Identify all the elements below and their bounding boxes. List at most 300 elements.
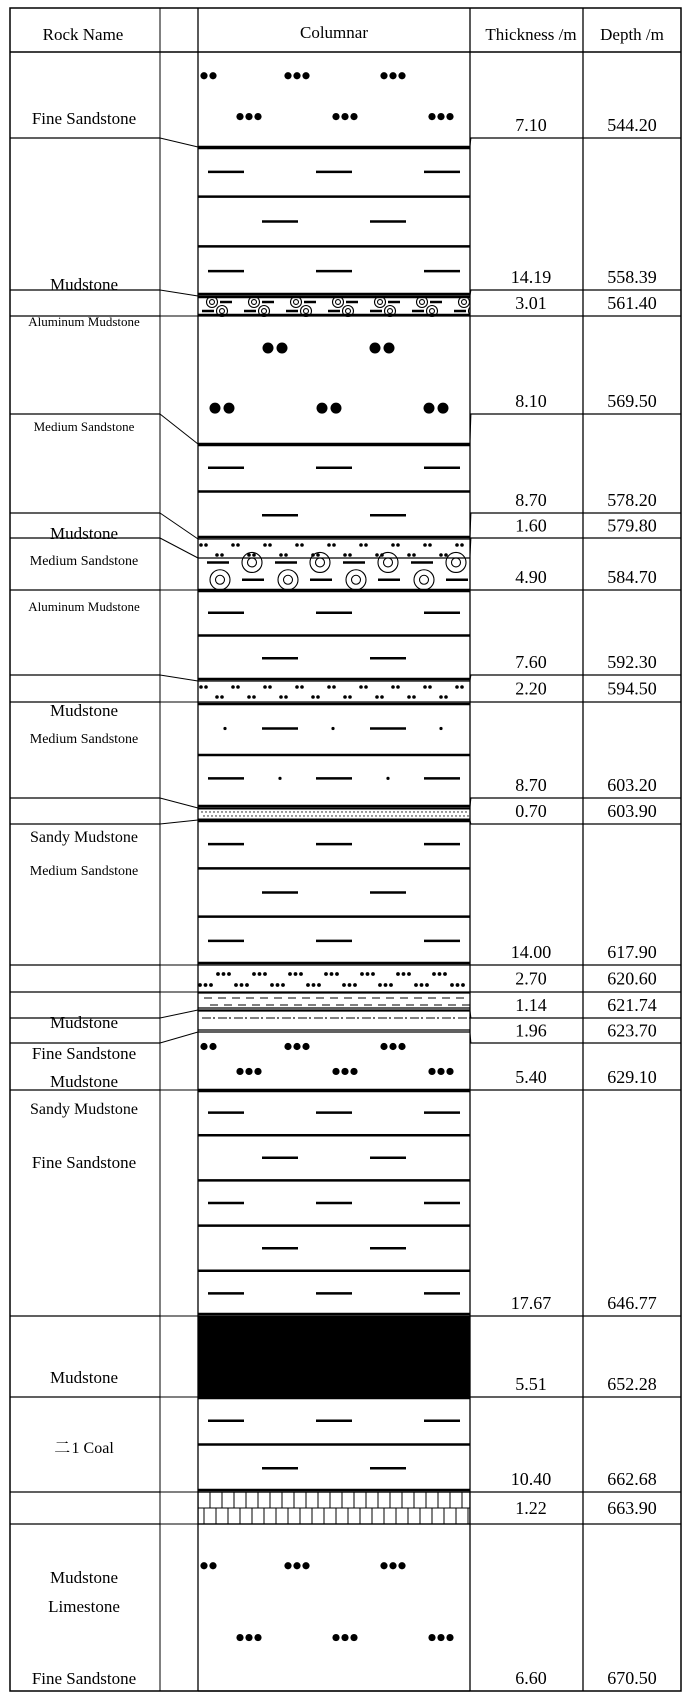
sand-dot xyxy=(384,983,388,987)
layer-rock-name: Mudstone xyxy=(50,1072,118,1091)
sand-dot xyxy=(348,553,352,557)
sand-dot xyxy=(263,815,264,816)
sand-dot xyxy=(307,815,308,816)
sand-dot xyxy=(389,811,390,812)
sand-dot xyxy=(360,972,364,976)
sand-dot xyxy=(373,1017,375,1019)
sand-dot xyxy=(331,727,334,730)
layer-depth: 646.77 xyxy=(607,1293,657,1313)
sand-dot xyxy=(297,811,298,812)
layer-thickness: 1.22 xyxy=(515,1498,547,1518)
sand-dot xyxy=(204,983,208,987)
sand-dot xyxy=(245,113,252,120)
sand-dot xyxy=(455,815,456,816)
sand-dot xyxy=(375,553,379,557)
sand-dot xyxy=(241,811,242,812)
sand-dot xyxy=(284,695,288,699)
connector-lines xyxy=(10,138,681,1691)
sand-dot xyxy=(398,72,405,79)
sand-dot xyxy=(303,815,304,816)
sand-dot xyxy=(438,972,442,976)
oolite-ring-inner xyxy=(294,300,299,305)
sand-dot xyxy=(407,972,411,976)
sand-dot xyxy=(245,983,249,987)
sand-dot xyxy=(198,983,202,987)
sand-dot xyxy=(459,815,460,816)
sand-dot xyxy=(363,815,364,816)
sand-dot xyxy=(435,815,436,816)
sand-dot xyxy=(389,72,396,79)
sand-dot xyxy=(357,1017,359,1019)
sand-dot xyxy=(287,815,288,816)
sand-dot xyxy=(428,113,435,120)
sand-dot xyxy=(412,553,416,557)
sand-dot xyxy=(439,815,440,816)
sand-dot xyxy=(385,811,386,812)
layer-rock-name: Medium Sandstone xyxy=(29,864,139,879)
sand-dot xyxy=(445,811,446,812)
sand-dot xyxy=(347,815,348,816)
sand-dot xyxy=(380,1043,387,1050)
layer-thickness: 10.40 xyxy=(510,1469,552,1489)
sand-dot xyxy=(273,811,274,812)
sand-dot xyxy=(335,815,336,816)
sand-dot xyxy=(277,1017,279,1019)
sand-dot xyxy=(371,972,375,976)
oolite-ring-inner xyxy=(216,575,225,584)
sand-dot xyxy=(271,815,272,816)
sand-dot xyxy=(451,815,452,816)
sand-dot xyxy=(311,815,312,816)
oolite-ring-inner xyxy=(284,575,293,584)
layer-thickness: 14.19 xyxy=(510,267,552,287)
sand-dot xyxy=(353,811,354,812)
sand-dot xyxy=(263,343,274,354)
sand-dot xyxy=(453,811,454,812)
sand-dot xyxy=(201,811,202,812)
sand-dot xyxy=(295,543,299,547)
sand-dot xyxy=(199,543,203,547)
layer-rock-name: Mudstone xyxy=(50,1368,118,1387)
sand-dot xyxy=(350,113,357,120)
sand-dot xyxy=(330,972,334,976)
sand-dot xyxy=(267,815,268,816)
sand-dot xyxy=(343,553,347,557)
sand-dot xyxy=(397,811,398,812)
sand-dot xyxy=(329,811,330,812)
row-connector xyxy=(160,138,198,147)
sand-dot xyxy=(455,543,459,547)
sand-dot xyxy=(359,543,363,547)
sand-dot xyxy=(277,811,278,812)
sand-dot xyxy=(380,695,384,699)
sand-dot xyxy=(439,695,443,699)
sand-dot xyxy=(205,811,206,812)
sand-dot xyxy=(239,815,240,816)
sand-dot xyxy=(332,543,336,547)
thin-sand-band xyxy=(198,809,470,819)
sand-dot xyxy=(231,543,235,547)
sand-dot xyxy=(437,1068,444,1075)
layer-depth: 662.68 xyxy=(607,1469,657,1489)
sand-dot xyxy=(245,1068,252,1075)
sand-dot xyxy=(200,1562,207,1569)
sand-dot xyxy=(254,1068,261,1075)
layer-rock-name: Fine Sandstone xyxy=(31,1044,137,1063)
sand-dot xyxy=(341,811,342,812)
sand-dot xyxy=(284,1562,291,1569)
sand-dot xyxy=(209,983,213,987)
sand-dot xyxy=(285,811,286,812)
sand-dot xyxy=(263,543,267,547)
sand-dot xyxy=(425,811,426,812)
table-border xyxy=(10,8,681,1691)
sand-dot xyxy=(315,815,316,816)
sand-dot xyxy=(324,972,328,976)
layer-rock-name: Fine Sandstone xyxy=(31,1153,137,1172)
sand-dot xyxy=(236,113,243,120)
layer-depth: 663.90 xyxy=(607,1498,657,1518)
sand-dot xyxy=(380,1562,387,1569)
sand-dot xyxy=(225,811,226,812)
sand-dot xyxy=(275,815,276,816)
sand-dot xyxy=(389,1562,396,1569)
oolite-ring-inner xyxy=(248,558,257,567)
layer-rock-name: Mudstone xyxy=(50,1013,118,1032)
sand-dot xyxy=(211,815,212,816)
sand-dot xyxy=(306,983,310,987)
sand-dot xyxy=(279,695,283,699)
row-connector xyxy=(160,290,198,296)
oolite-ring-inner xyxy=(352,575,361,584)
sand-dot xyxy=(327,685,331,689)
layer-thickness: 5.51 xyxy=(515,1374,547,1394)
sand-dot xyxy=(428,685,432,689)
sand-dot xyxy=(281,811,282,812)
sand-dot xyxy=(236,1068,243,1075)
sand-dot xyxy=(439,727,442,730)
sand-dot xyxy=(437,811,438,812)
sand-dot xyxy=(450,983,454,987)
sand-dot xyxy=(278,777,281,780)
sand-dot xyxy=(220,695,224,699)
sand-dot xyxy=(412,695,416,699)
sand-dot xyxy=(359,685,363,689)
sand-dot xyxy=(353,983,357,987)
oolite-ring xyxy=(278,570,298,590)
sand-dot xyxy=(203,815,204,816)
sand-dot xyxy=(254,113,261,120)
layer-rock-name: Mudstone xyxy=(50,275,118,294)
sand-dot xyxy=(243,815,244,816)
sand-dot xyxy=(249,811,250,812)
sand-dot xyxy=(357,811,358,812)
sand-dot xyxy=(420,983,424,987)
layer-rock-name: Medium Sandstone xyxy=(29,554,139,569)
sand-dot xyxy=(341,113,348,120)
layer-depth: 594.50 xyxy=(607,678,657,699)
layer-rock-name: Aluminum Mudstone xyxy=(28,599,140,614)
sand-dot xyxy=(433,811,434,812)
sand-dot xyxy=(391,685,395,689)
sand-dot xyxy=(379,815,380,816)
sand-dot xyxy=(377,811,378,812)
sand-dot xyxy=(446,113,453,120)
sand-dot xyxy=(300,543,304,547)
row-connector xyxy=(160,1010,198,1018)
sand-dot xyxy=(342,983,346,987)
layer-depth: 629.10 xyxy=(607,1067,657,1087)
sand-dot xyxy=(348,983,352,987)
layer-rock-name: Sandy Mudstone xyxy=(30,829,138,846)
sand-dot xyxy=(461,983,465,987)
sand-dot xyxy=(254,1634,261,1641)
layer-rock-name: Aluminum Mudstone xyxy=(28,314,140,329)
sand-dot xyxy=(337,811,338,812)
sand-dot xyxy=(424,403,435,414)
layer-depth: 592.30 xyxy=(607,652,657,672)
sand-dot xyxy=(213,1017,215,1019)
row-connector xyxy=(160,414,198,444)
oolite-ring-inner xyxy=(378,300,383,305)
sand-dot xyxy=(279,815,280,816)
sand-dot xyxy=(261,1017,263,1019)
sand-dot xyxy=(332,1068,339,1075)
sand-dot xyxy=(245,1634,252,1641)
sand-dot xyxy=(209,1562,216,1569)
layer-thickness: 1.14 xyxy=(515,995,547,1015)
sand-dot xyxy=(259,815,260,816)
sand-dot xyxy=(345,811,346,812)
layer-thickness: 0.70 xyxy=(515,801,547,821)
header-rock-name: Rock Name xyxy=(42,25,124,44)
sand-dot xyxy=(343,815,344,816)
sand-dot xyxy=(223,727,226,730)
sand-dot xyxy=(209,1043,216,1050)
sand-dot xyxy=(331,403,342,414)
oolite-ring-inner xyxy=(346,309,351,314)
sand-dot xyxy=(204,543,208,547)
sand-dot xyxy=(423,685,427,689)
row-connector xyxy=(160,820,198,824)
layer-depth: 670.50 xyxy=(607,1668,657,1688)
sand-dot xyxy=(289,811,290,812)
sand-dot xyxy=(417,811,418,812)
sand-dot xyxy=(343,695,347,699)
sand-dot xyxy=(219,815,220,816)
sand-dot xyxy=(293,811,294,812)
sand-dot xyxy=(263,685,267,689)
oolite-ring xyxy=(242,552,262,572)
sand-dot xyxy=(233,811,234,812)
sand-dot xyxy=(313,811,314,812)
sand-dot xyxy=(367,815,368,816)
sand-dot xyxy=(399,815,400,816)
layer-thickness: 1.60 xyxy=(515,515,547,536)
layer-depth: 621.74 xyxy=(607,995,657,1015)
sand-dot xyxy=(245,1017,247,1019)
sand-dot xyxy=(252,695,256,699)
sand-dot xyxy=(409,811,410,812)
sand-dot xyxy=(389,983,393,987)
sand-dot xyxy=(431,815,432,816)
sand-dot xyxy=(398,1043,405,1050)
sand-dot xyxy=(302,1043,309,1050)
sand-dot xyxy=(321,811,322,812)
oolite-ring-inner xyxy=(336,300,341,305)
sand-dot xyxy=(444,553,448,557)
sand-dot xyxy=(221,811,222,812)
sand-dot xyxy=(245,811,246,812)
sand-dot xyxy=(332,685,336,689)
layer-thickness: 2.70 xyxy=(515,968,547,989)
header-thickness: Thickness /m xyxy=(485,25,577,44)
sand-dot xyxy=(311,695,315,699)
row-connector xyxy=(160,798,198,808)
sand-dot xyxy=(270,983,274,987)
sand-dot xyxy=(423,543,427,547)
sand-dot xyxy=(432,972,436,976)
sand-dot xyxy=(247,815,248,816)
sand-dot xyxy=(428,1068,435,1075)
sand-dot xyxy=(443,815,444,816)
sand-dot xyxy=(227,972,231,976)
sand-dot xyxy=(293,1043,300,1050)
layer-thickness: 3.01 xyxy=(515,293,547,313)
sand-dot xyxy=(268,685,272,689)
sand-dot xyxy=(405,811,406,812)
sand-dot xyxy=(449,811,450,812)
layer-rock-name: Sandy Mudstone xyxy=(30,1101,138,1118)
sand-dot xyxy=(350,1068,357,1075)
layer-thickness: 6.60 xyxy=(515,1668,547,1688)
layer-depth: 558.39 xyxy=(607,267,657,287)
sand-dot xyxy=(309,1017,311,1019)
sand-dot xyxy=(300,685,304,689)
layer-depth: 579.80 xyxy=(607,515,657,536)
sand-dot xyxy=(415,815,416,816)
layer-depth: 620.60 xyxy=(607,968,657,989)
sand-dot xyxy=(227,815,228,816)
sand-dot xyxy=(447,815,448,816)
sand-dot xyxy=(279,553,283,557)
sand-dot xyxy=(465,811,466,812)
sand-dot xyxy=(220,553,224,557)
sand-dot xyxy=(378,983,382,987)
sand-dot xyxy=(423,815,424,816)
sand-dot xyxy=(381,811,382,812)
layer-thickness: 7.60 xyxy=(515,652,547,672)
sand-dot xyxy=(389,1017,391,1019)
sand-dot xyxy=(373,811,374,812)
sand-dot xyxy=(401,811,402,812)
sand-dot xyxy=(355,815,356,816)
sand-dot xyxy=(457,811,458,812)
sand-dot xyxy=(268,543,272,547)
sand-dot xyxy=(291,815,292,816)
sand-dot xyxy=(453,1017,455,1019)
sand-dot xyxy=(325,811,326,812)
oolite-ring-inner xyxy=(252,300,257,305)
layer-depth: 544.20 xyxy=(607,115,657,135)
sand-dot xyxy=(317,983,321,987)
sand-dot xyxy=(391,815,392,816)
sand-dot xyxy=(438,403,449,414)
layer-thickness: 1.96 xyxy=(515,1020,547,1041)
oolite-ring xyxy=(310,552,330,572)
sand-dot xyxy=(317,403,328,414)
oolite-ring-inner xyxy=(388,309,393,314)
sand-dot xyxy=(301,811,302,812)
layer-rock-name: Medium Sandstone xyxy=(33,419,135,434)
sand-dot xyxy=(341,1068,348,1075)
table-grid xyxy=(10,8,681,1691)
sand-dot xyxy=(361,811,362,812)
oolite-ring-inner xyxy=(472,309,477,314)
sand-dot xyxy=(414,983,418,987)
sand-dot xyxy=(237,811,238,812)
sand-dot xyxy=(437,1017,439,1019)
sand-dot xyxy=(444,695,448,699)
sand-dot xyxy=(281,983,285,987)
sand-dot xyxy=(366,972,370,976)
sand-dot xyxy=(240,983,244,987)
sand-dot xyxy=(350,1634,357,1641)
layer-rows xyxy=(28,109,657,1688)
sand-dot xyxy=(421,811,422,812)
sand-dot xyxy=(380,72,387,79)
layer-thickness: 5.40 xyxy=(515,1067,547,1087)
sand-dot xyxy=(200,72,207,79)
oolite-ring xyxy=(210,570,230,590)
row-connector xyxy=(160,513,198,539)
sand-dot xyxy=(364,543,368,547)
sand-dot xyxy=(331,815,332,816)
columnar-patterns xyxy=(198,72,484,1641)
header-row xyxy=(43,23,664,44)
header-columnar: Columnar xyxy=(300,23,368,42)
sand-dot xyxy=(407,553,411,557)
sand-dot xyxy=(229,1017,231,1019)
sand-dot xyxy=(234,983,238,987)
sand-dot xyxy=(199,685,203,689)
sand-dot xyxy=(375,695,379,699)
sand-dot xyxy=(411,815,412,816)
sand-dot xyxy=(349,811,350,812)
sand-dot xyxy=(398,1562,405,1569)
sand-dot xyxy=(253,811,254,812)
layer-rock-name: 二 1 Coal xyxy=(54,1440,114,1457)
sand-dot xyxy=(204,685,208,689)
sand-dot xyxy=(375,815,376,816)
sand-dot xyxy=(327,815,328,816)
sand-dot xyxy=(389,1043,396,1050)
layer-thickness: 4.90 xyxy=(515,567,547,587)
coal-fill xyxy=(198,1316,470,1397)
oolite-ring-inner xyxy=(304,309,309,314)
sand-dot xyxy=(265,811,266,812)
sand-dot xyxy=(293,1017,295,1019)
layer-depth: 623.70 xyxy=(607,1020,657,1041)
sand-dot xyxy=(299,815,300,816)
sand-dot xyxy=(263,972,267,976)
sand-dot xyxy=(371,815,372,816)
sand-dot xyxy=(455,685,459,689)
layer-thickness: 8.70 xyxy=(515,490,547,510)
sand-dot xyxy=(200,1043,207,1050)
sand-dot xyxy=(429,811,430,812)
sand-dot xyxy=(341,1634,348,1641)
